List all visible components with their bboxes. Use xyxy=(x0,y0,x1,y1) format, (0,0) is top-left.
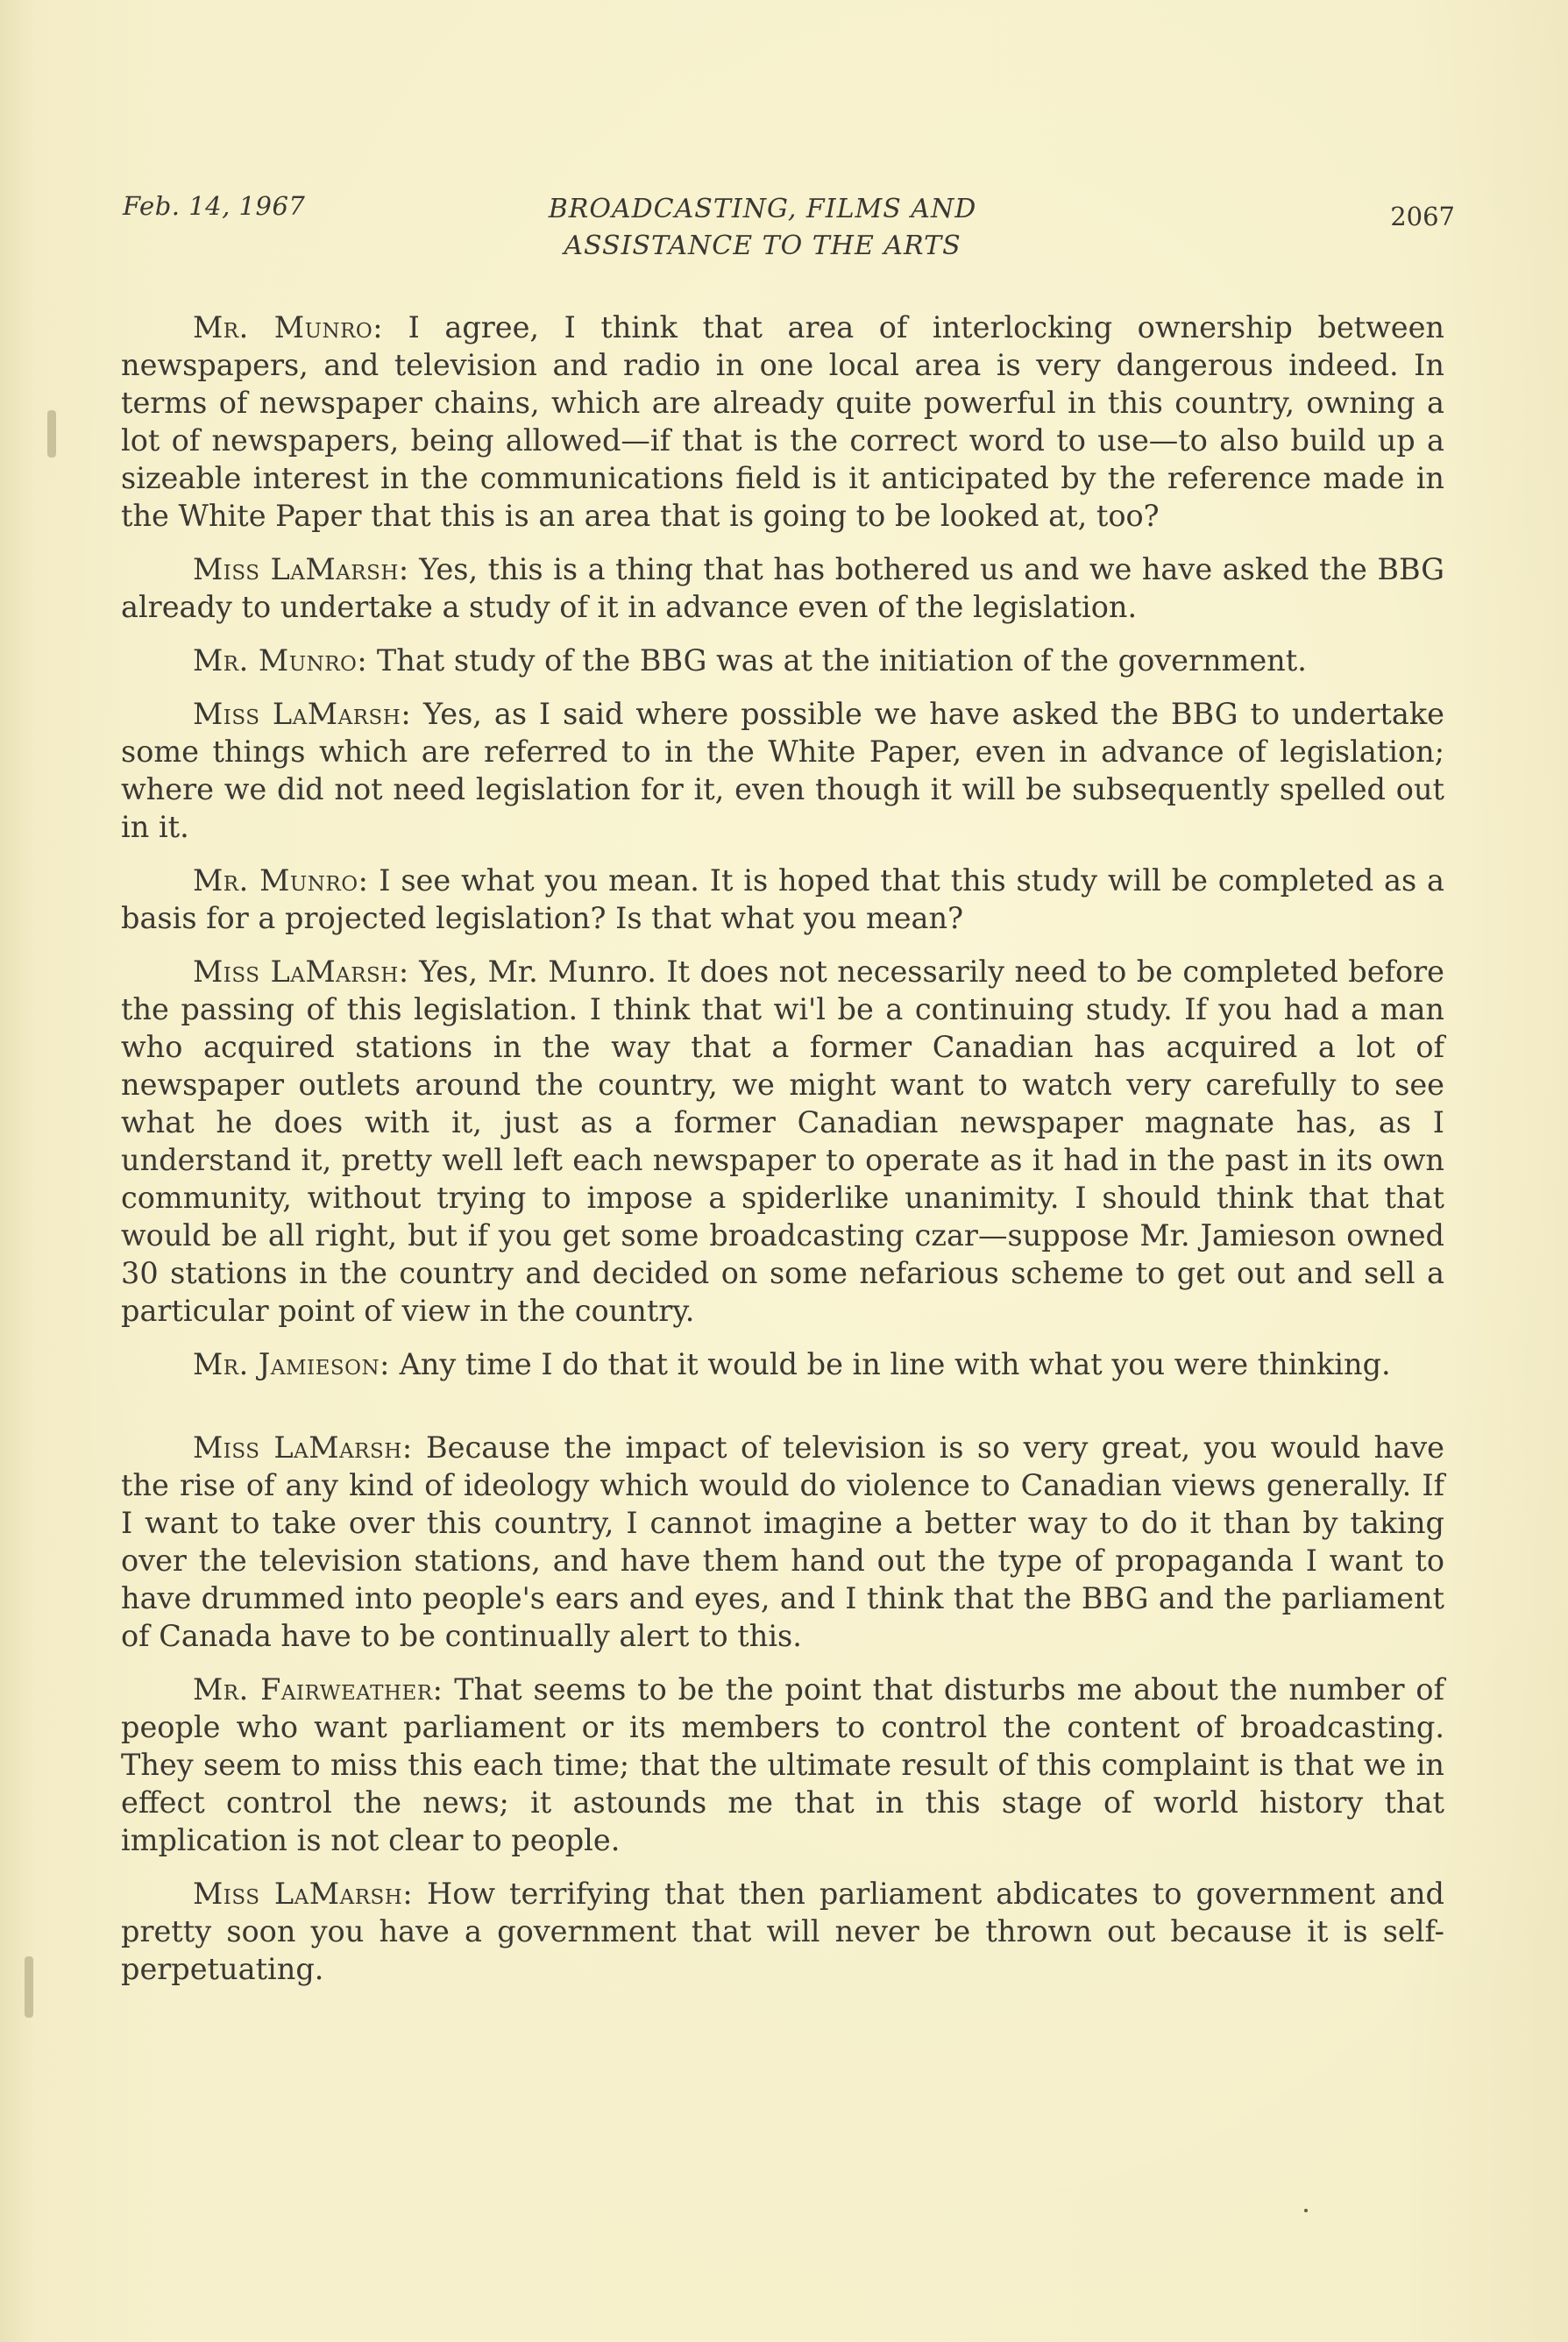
binding-mark-top xyxy=(47,410,56,458)
speech-text: Any time I do that it would be in line with what you were thinking. xyxy=(399,1347,1391,1381)
speech-text: Because the impact of television is so very great, you would have the rise of any kind of ideology which would do violence to Canadian views generally. If I want to take over this country, I cannot imagine a better way to do it than by taking over the television stations, and have them hand out the type of propaganda I want to have drummed into people's ears and eyes, and I think that the BBG and the parliament of Canada have to be continually alert to this. xyxy=(121,1430,1444,1653)
speech-text: I see what you mean. It is hoped that this study will be completed as a basis for a projected legislation? Is that what you mean? xyxy=(121,863,1444,935)
paragraph xyxy=(121,550,1444,626)
speaker-name: Miss LaMarsh: xyxy=(193,1430,413,1465)
paragraph xyxy=(121,309,1444,535)
header-date: Feb. 14, 1967 xyxy=(123,191,306,221)
running-title-line-1: BROADCASTING, FILMS AND xyxy=(548,194,977,224)
speaker-name: Miss LaMarsh: xyxy=(193,697,412,731)
paragraph xyxy=(121,1671,1444,1859)
speaker-name: Mr. Munro: xyxy=(193,863,369,898)
speech-text: That study of the BBG was at the initiation of the government. xyxy=(376,643,1307,678)
speaker-name: Miss LaMarsh: xyxy=(193,552,409,586)
running-title xyxy=(456,191,1069,265)
speaker-name: Mr. Munro: xyxy=(193,310,384,344)
speaker-name: Mr. Fairweather: xyxy=(193,1672,443,1707)
paragraph xyxy=(121,642,1444,679)
speaker-name: Mr. Munro: xyxy=(193,643,368,678)
speech-text: That seems to be the point that disturbs me about the number of people who want parliament or its members to control the content of broadcasting. They seem to miss this each time; that the ultimate result of this complaint is that we in effect control the news; it astounds me that in this stage of world history that implication is not clear to people. xyxy=(121,1672,1444,1857)
paragraph xyxy=(121,695,1444,846)
speaker-name: Mr. Jamieson: xyxy=(193,1347,390,1381)
speaker-name: Miss LaMarsh: xyxy=(193,955,409,989)
speech-text: Yes, this is a thing that has bothered us and we have asked the BBG already to undertake a study of it in advance even of the legislation. xyxy=(121,552,1444,624)
page-header xyxy=(123,186,1455,273)
paragraph xyxy=(121,1345,1444,1383)
paragraph xyxy=(121,953,1444,1330)
speech-text: Yes, Mr. Munro. It does not necessarily need to be completed before the passing of this legislation. I think that wi'l be a continuing study. If you had a man who acquired stations in the way that a former Canadian has acquired a lot of newspaper outlets around the country, we might want to watch very carefully to see what he does with it, just as a former Canadian newspaper magnate has, as I understand it, pretty well left each newspaper to operate as it had in the past in its own community, without trying to impose a spiderlike unanimity. I should think that that would be all right, but if you get some broadcasting czar—suppose Mr. Jamieson owned 30 stations in the country and decided on some nefarious scheme to get out and sell a particular point of view in the country. xyxy=(121,955,1444,1328)
transcript-body xyxy=(121,309,1444,2004)
page-number: 2067 xyxy=(1390,202,1455,231)
paragraph xyxy=(121,1875,1444,1988)
speaker-name: Miss LaMarsh: xyxy=(193,1877,414,1911)
paragraph xyxy=(121,1429,1444,1655)
ink-speck xyxy=(1304,2209,1308,2212)
speech-text: How terrifying that then parliament abdicates to government and pretty soon you have a government that will never be thrown out because it is self-perpetuating. xyxy=(121,1877,1444,1986)
running-title-line-2: ASSISTANCE TO THE ARTS xyxy=(564,231,961,261)
speech-text: I agree, I think that area of interlocking ownership between newspapers, and television and radio in one local area is very dangerous indeed. In terms of newspaper chains, which are already quite powerful in this country, owning a lot of newspapers, being allowed—if that is the correct word to use—to also build up a sizeable interest in the communications field is it anticipated by the reference made in the White Paper that this is an area that is going to be looked at, too? xyxy=(121,310,1445,533)
paragraph xyxy=(121,862,1444,937)
speech-text: Yes, as I said where possible we have asked the BBG to undertake some things which are referred to in the White Paper, even in advance of legislation; where we did not need legislation for it, even though it will be subsequently spelled out in it. xyxy=(121,697,1444,844)
binding-mark-bottom xyxy=(25,1956,33,2018)
